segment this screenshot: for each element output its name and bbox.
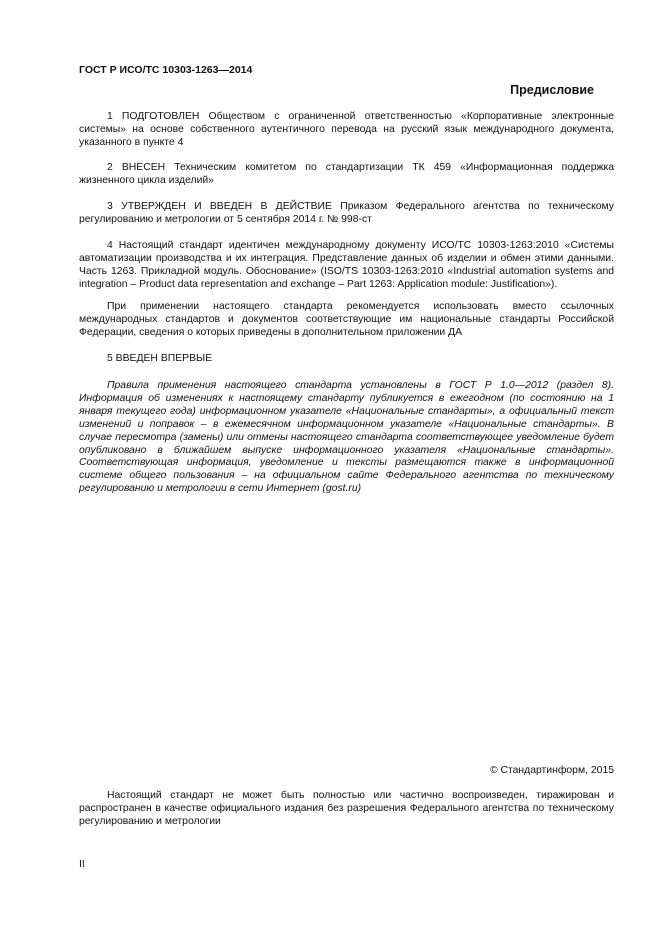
document-code: ГОСТ Р ИСО/ТС 10303-1263—2014: [79, 64, 253, 76]
reproduction-notice: Настоящий стандарт не может быть полностью или частично воспроизведен, тиражирован и распространен в качестве официального издания без разрешения Федерального агентства по техническому регулированию и метрологии: [79, 790, 614, 827]
paragraph-identical-standard: 4 Настоящий стандарт идентичен международному документу ИСО/ТС 10303-1263:2010 «Системы автоматизации производства и их интеграция. Представление данных об изделии и обмен этими данными. Часть 1263. Прикладной модуль. Обоснование» (ISO/TS 10303-1263:2010 «Industrial automation systems and integration – Product data representation and exchange – Part 1263: Application module: Justification»).: [79, 240, 614, 290]
paragraph-submitted-by: 2 ВНЕСЕН Техническим комитетом по стандартизации ТК 459 «Информационная поддержка жизненного цикла изделий»: [79, 162, 614, 186]
page-title: Предисловие: [510, 83, 594, 97]
paragraph-first-introduced: 5 ВВЕДЕН ВПЕРВЫЕ: [107, 353, 213, 364]
copyright-line: © Стандартинформ, 2015: [489, 765, 614, 776]
paragraph-approved: 3 УТВЕРЖДЕН И ВВЕДЕН В ДЕЙСТВИЕ Приказом Федерального агентства по техническому регулированию и метрологии от 5 сентября 2014 г. № 998-ст: [79, 201, 614, 225]
paragraph-application-rules: Правила применения настоящего стандарта установлены в ГОСТ Р 1.0—2012 (раздел 8). Информация об изменениях к настоящему стандарту публикуется в ежегодном (по состоянию на 1 января текущего года) информационном указателе «Национальные стандарты», а официальный текст изменений и поправок – в ежемесячном информационном указателе «Национальные стандарты». В случае пересмотра (замены) или отмены настоящего стандарта соответствующее уведомление будет опубликовано в ближайшем выпуске информационного указателя «Национальные стандарты». Соответствующая информация, уведомление и тексты размещаются также в информационной системе общего пользования – на официальном сайте Федерального агентства по техническому регулированию и метрологии в сети Интернет (gost.ru): [79, 380, 614, 495]
page-number: II: [79, 859, 85, 870]
paragraph-references-usage: При применении настоящего стандарта рекомендуется использовать вместо ссылочных международных стандартов и документов соответствующие им национальные стандарты Российской Федерации, сведения о которых приведены в дополнительном приложении ДА: [79, 301, 614, 338]
paragraph-prepared-by: 1 ПОДГОТОВЛЕН Обществом с ограниченной ответственностью «Корпоративные электронные системы» на основе собственного аутентичного перевода на русский язык международного документа, указанного в пункте 4: [79, 111, 614, 148]
